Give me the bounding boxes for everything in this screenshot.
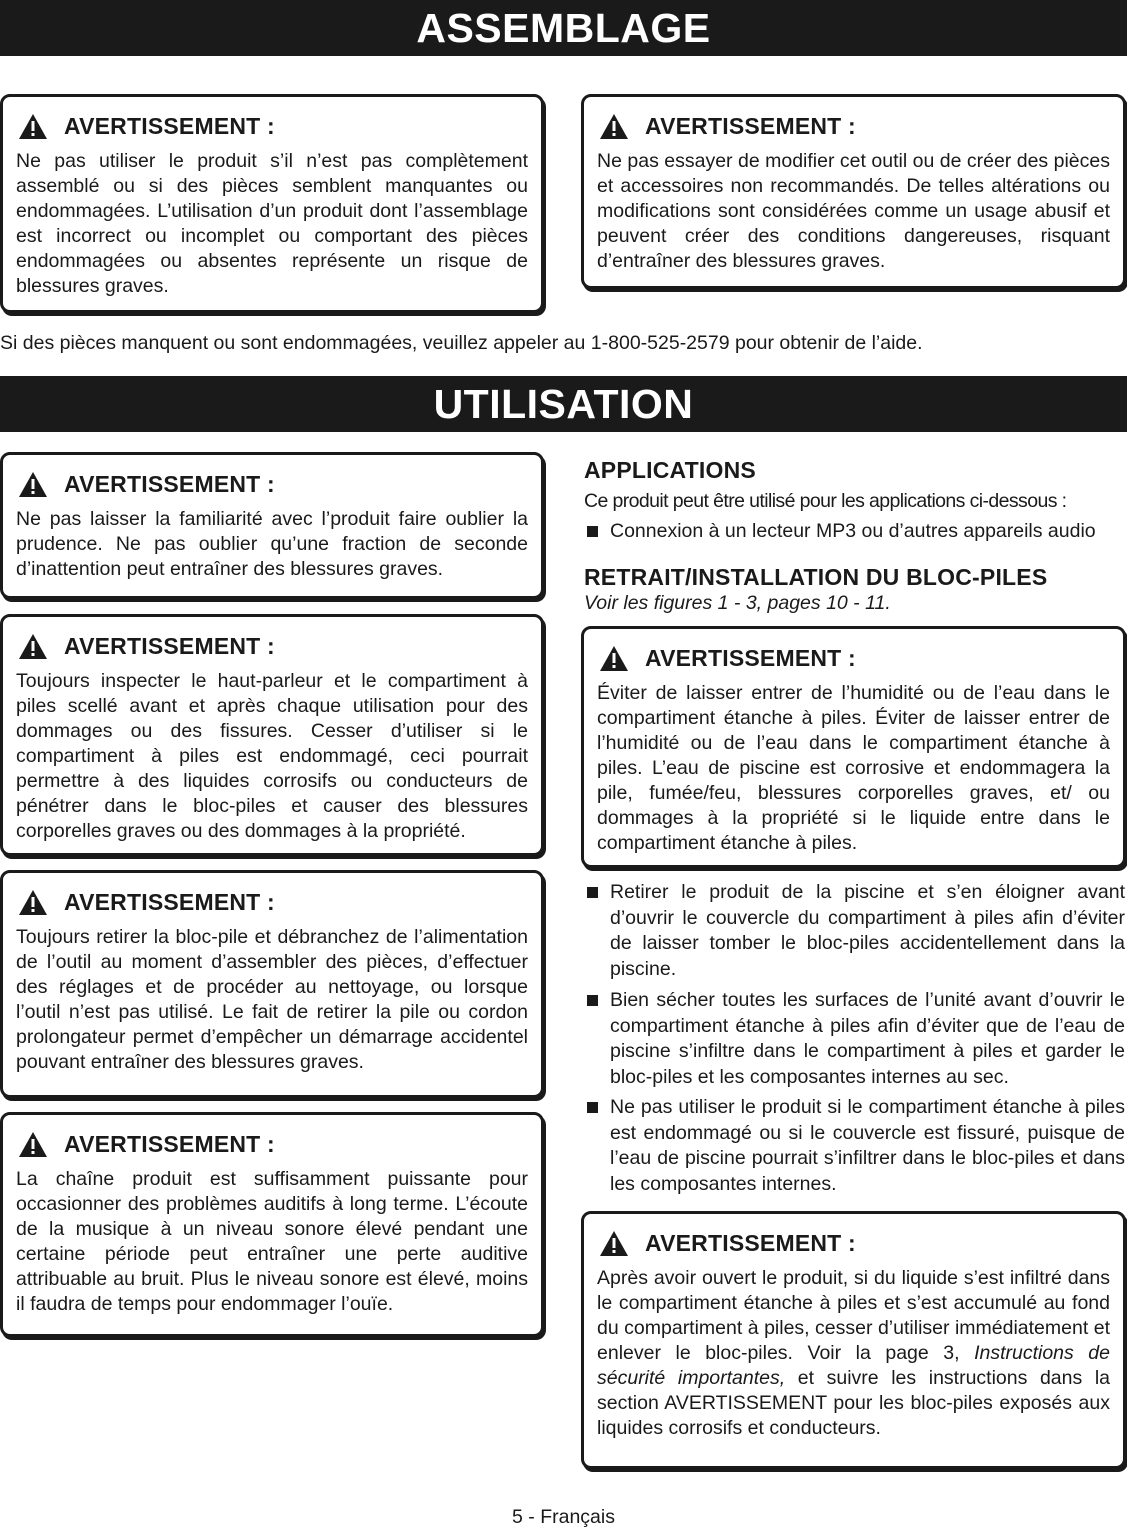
- warning-title: AVERTISSEMENT :: [64, 632, 275, 659]
- figure-reference: Voir les figures 1 - 3, pages 10 - 11.: [584, 592, 891, 614]
- warning-triangle-icon: [18, 889, 48, 916]
- warning-title: AVERTISSEMENT :: [645, 644, 856, 671]
- warning-triangle-icon: [599, 1230, 629, 1257]
- warning-text: Ne pas laisser la familiarité avec l’produit faire oublier la prudence. Ne pas oublier qu’une fraction de seconde d’inattention peut entraîner des blessures graves.: [16, 508, 528, 580]
- bullet-square-icon: [587, 1102, 598, 1113]
- warning-text: Ne pas utiliser le produit s’il n’est pas complètement assemblé ou si des pièces semblent manquantes ou endommagées. L’utilisation d’un produit dont l’assemblage est incorrect ou incomplet ou comportant des pièces endommagées ou absentes représente un risque de blessures graves.: [16, 150, 528, 297]
- bullet-square-icon: [587, 526, 598, 537]
- warning-title: AVERTISSEMENT :: [64, 1130, 275, 1157]
- bullet-square-icon: [587, 995, 598, 1006]
- section-header-assemblage: ASSEMBLAGE: [0, 0, 1127, 56]
- warning-title: AVERTISSEMENT :: [64, 112, 275, 139]
- warning-text: La chaîne produit est suffisamment puissante pour occasionner des problèmes auditifs à long terme. L’écoute de la musique à un niveau sonore élevé pendant une certaine période peut entraîner une perte auditive attribuable au bruit. Plus le niveau sonore est élevé, moins il faudra de temps pour endommager l’ouïe.: [16, 1168, 528, 1315]
- warning-triangle-icon: [18, 113, 48, 140]
- warning-title: AVERTISSEMENT :: [64, 888, 275, 915]
- warning-triangle-icon: [18, 1131, 48, 1158]
- warning-triangle-icon: [599, 113, 629, 140]
- battery-section-title: RETRAIT/INSTALLATION DU BLOC-PILES: [584, 564, 1048, 590]
- applications-intro: Ce produit peut être utilisé pour les applications ci-dessous :: [584, 490, 1067, 512]
- warning-triangle-icon: [18, 471, 48, 498]
- warning-box-assembly-2: [581, 94, 1126, 289]
- warning-text: Toujours retirer la bloc-pile et débranchez de l’alimentation de l’outil au moment d’assembler des pièces, d’effectuer des réglages et de procéder au nettoyage, ou lorsque l’outil n’est pas utilisé. Le fait de retirer la pile ou cordon prolongateur permet d’empêcher un démarrage accidentel pouvant entraîner des blessures graves.: [16, 926, 528, 1073]
- applications-title: APPLICATIONS: [584, 457, 756, 483]
- list-item: Ne pas utiliser le produit si le compartiment étanche à piles est endommagé ou si le couvercle est fissuré, puisque de l’eau de piscine pourrait s’infiltrer dans le bloc-piles et dans les composantes internes.: [584, 1095, 1125, 1197]
- warning-title: AVERTISSEMENT :: [64, 470, 275, 497]
- warning-box-inspection: [0, 614, 544, 856]
- list-item: Connexion à un lecteur MP3 ou d’autres appareils audio: [584, 519, 1125, 545]
- list-item: Retirer le produit de la piscine et s’en éloigner avant d’ouvrir le couvercle du compartiment à piles afin d’éviter de laisser tomber le bloc-piles accidentellement dans la piscine.: [584, 880, 1125, 982]
- warning-title: AVERTISSEMENT :: [645, 112, 856, 139]
- warning-text: Toujours inspecter le haut-parleur et le compartiment à piles scellé avant et après chaque utilisation pour des dommages ou des fissures. Cesser d’utiliser si le compartiment à piles est endommagé, ceci pourrait permettre à des liquides corrosifs ou conducteurs de pénétrer dans le bloc-piles et causer des blessures corporelles graves ou des dommages à la propriété.: [16, 670, 528, 842]
- warning-text: Après avoir ouvert le produit, si du liquide s’est infiltré dans le compartiment étanche à piles et s’est accumulé au fond du compartiment à piles, cesser d’utiliser immédiatement et enlever le bloc-piles. Voir la page 3, Instructions de sécurité importantes, et suivre les instructions dans la section AVERTISSEMENT pour les bloc-piles exposés aux liquides corrosifs et conducteurs.: [597, 1267, 1110, 1439]
- warning-triangle-icon: [18, 633, 48, 660]
- list-item: Bien sécher toutes les surfaces de l’unité avant d’ouvrir le compartiment étanche à piles afin d’éviter que de l’eau de piscine s’infiltre dans le compartiment à piles et garder le bloc-piles et les composantes internes au sec.: [584, 988, 1125, 1090]
- warning-box-hearing: [0, 1112, 544, 1337]
- page-footer: 5 - Français: [512, 1506, 615, 1528]
- warning-box-familiarity: [0, 452, 544, 599]
- warning-triangle-icon: [599, 645, 629, 672]
- warning-text: Ne pas essayer de modifier cet outil ou de créer des pièces et accessoires non recommandés. De telles altérations ou modifications sont considérées comme un usage abusif et peuvent créer des conditions dangereuses, risquant d’entraîner des blessures graves.: [597, 150, 1110, 272]
- warning-box-humidity: [581, 626, 1126, 868]
- bullet-square-icon: [587, 887, 598, 898]
- warning-box-assembly-1: [0, 94, 544, 313]
- section-header-utilisation: UTILISATION: [0, 376, 1127, 432]
- warning-text: Éviter de laisser entrer de l’humidité ou de l’eau dans le compartiment étanche à piles. Éviter de laisser entrer de l’humidité ou de l’eau dans le compartiment étanche à piles. L’eau de piscine est corrosive et endommagera la pile, fumée/feu, blessures corporelles graves, et/ ou dommages à la propriété si le liquide entre dans le compartiment étanche à piles.: [597, 682, 1110, 854]
- warning-title: AVERTISSEMENT :: [645, 1229, 856, 1256]
- warning-box-disconnect: [0, 870, 544, 1098]
- warning-box-liquid-infiltration: [581, 1211, 1126, 1469]
- help-note: Si des pièces manquent ou sont endommagées, veuillez appeler au 1-800-525-2579 pour obtenir de l’aide.: [0, 332, 923, 354]
